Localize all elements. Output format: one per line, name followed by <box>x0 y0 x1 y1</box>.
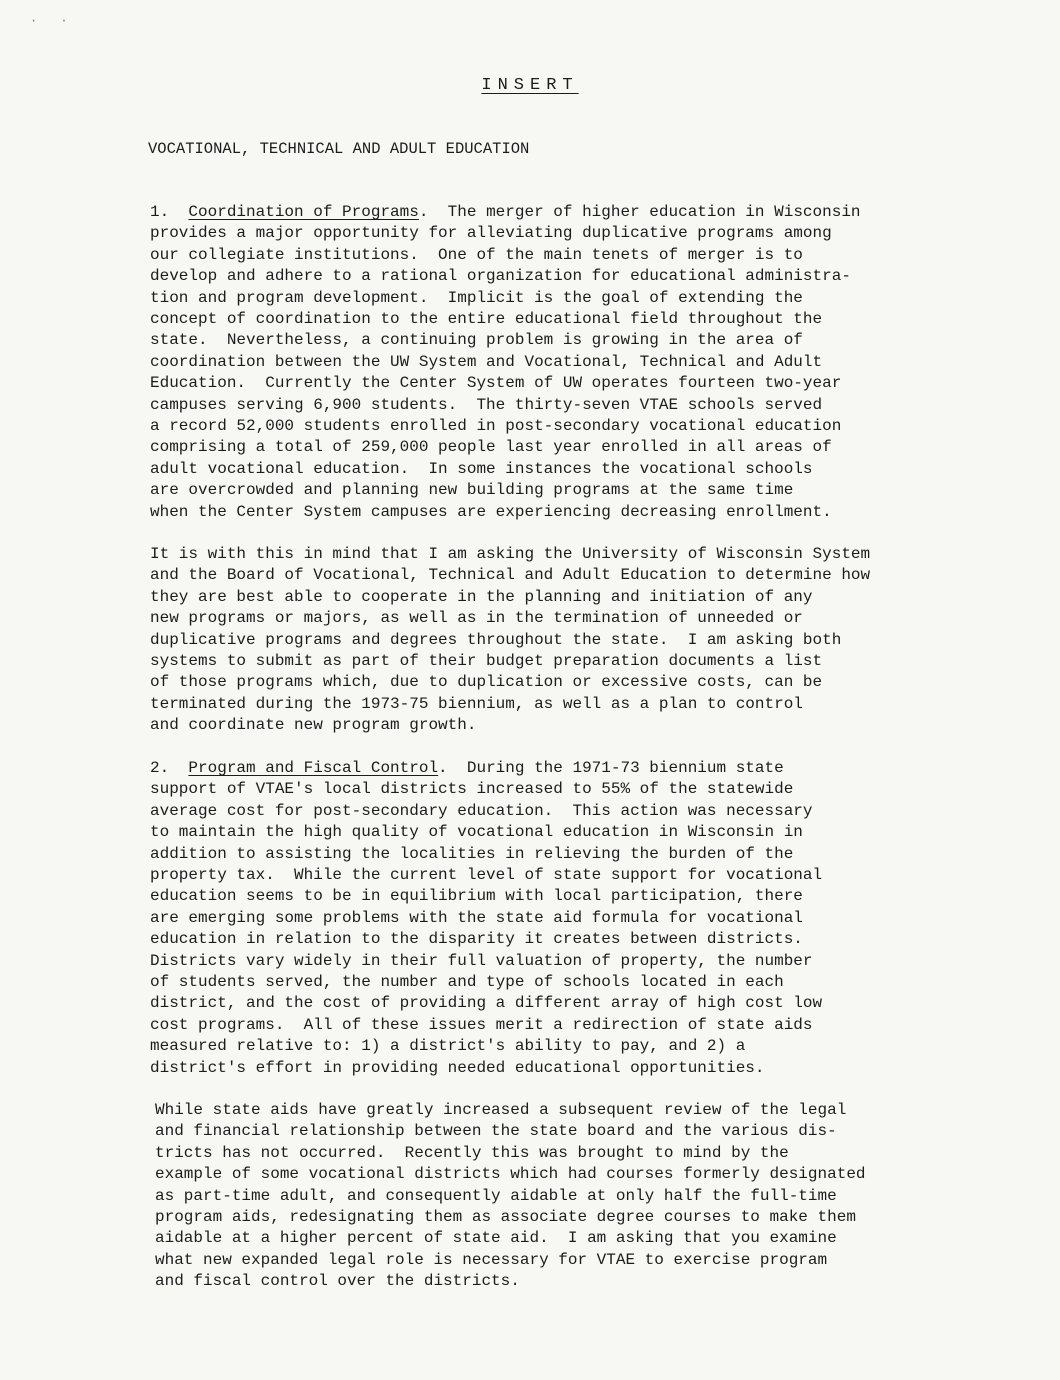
item-2-line-0: During the 1971-73 biennium state <box>466 759 784 777</box>
item-1-line: provides a major opportunity for alleviating duplicative programs among <box>150 224 832 243</box>
item-1-line: develop and adhere to a rational organization for educational administra- <box>150 267 851 286</box>
item-1-line: state. Nevertheless, a continuing problem is growing in the area of <box>150 331 803 350</box>
paragraph-4-line: and financial relationship between the state board and the various dis- <box>155 1122 837 1141</box>
item-2-line: Districts vary widely in their full valuation of property, the number <box>150 951 813 970</box>
paragraph-4 <box>155 1100 970 1293</box>
paragraph-4-line: program aids, redesignating them as associate degree courses to make them <box>155 1208 856 1227</box>
item-2-line: support of VTAE's local districts increased to 55% of the statewide <box>150 780 794 799</box>
item-2-line: property tax. While the current level of state support for vocational <box>150 866 823 885</box>
paragraph-4-line: example of some vocational districts which had courses formerly designated <box>155 1165 866 1184</box>
header-title: INSERT <box>481 76 579 95</box>
item-1-line: our collegiate institutions. One of the main tenets of merger is to <box>150 245 803 264</box>
paragraph-2-line: terminated during the 1973-75 biennium, as well as a plan to control <box>150 694 803 713</box>
item-1-line: are overcrowded and planning new building programs at the same time <box>150 481 794 500</box>
item-1-line: when the Center System campuses are experiencing decreasing enrollment. <box>150 502 832 521</box>
paragraph-4-line: and fiscal control over the districts. <box>155 1272 520 1291</box>
item-1-heading: Coordination of Programs <box>188 203 419 221</box>
item-2-line: district, and the cost of providing a different array of high cost low <box>150 994 823 1013</box>
paragraph-4-line: as part-time adult, and consequently aidable at only half the full-time <box>155 1186 837 1205</box>
item-1-line-0: The merger of higher education in Wisconsin <box>447 203 861 221</box>
item-2-line: education seems to be in equilibrium with local participation, there <box>150 887 803 906</box>
paragraph-2-line: duplicative programs and degrees throughout the state. I am asking both <box>150 630 842 649</box>
paragraph-2-line: and coordinate new program growth. <box>150 716 477 735</box>
item-2-first-line: 2. Program and Fiscal Control. During the 1971-73 biennium state <box>150 759 784 777</box>
section-title: VOCATIONAL, TECHNICAL AND ADULT EDUCATION <box>148 140 530 158</box>
item-1-number: 1. <box>150 203 170 221</box>
item-1-line: coordination between the UW System and Vocational, Technical and Adult <box>150 352 823 371</box>
item-2-line: measured relative to: 1) a district's ability to pay, and 2) a <box>150 1037 746 1056</box>
item-1-line: comprising a total of 259,000 people last year enrolled in all areas of <box>150 438 832 457</box>
paragraph-2-line: they are best able to cooperate in the planning and initiation of any <box>150 587 813 606</box>
item-1-line: a record 52,000 students enrolled in post-secondary vocational education <box>150 417 842 436</box>
item-1-line: Education. Currently the Center System of UW operates fourteen two-year <box>150 374 842 393</box>
scan-specks: · · <box>30 14 76 28</box>
paragraph-4-line: While state aids have greatly increased a subsequent review of the legal <box>155 1101 847 1119</box>
item-1-line: adult vocational education. In some instances the vocational schools <box>150 459 813 478</box>
document-header <box>0 76 1060 95</box>
item-2-line: cost programs. All of these issues merit a redirection of state aids <box>150 1015 813 1034</box>
paragraph-2 <box>150 544 965 737</box>
item-2-line: are emerging some problems with the state aid formula for vocational <box>150 908 803 927</box>
item-1-line: concept of coordination to the entire educational field throughout the <box>150 310 823 329</box>
paragraph-4-line: what new expanded legal role is necessary for VTAE to exercise program <box>155 1250 828 1269</box>
item-2-line: education in relation to the disparity it creates between districts. <box>150 930 803 949</box>
paragraph-4-line: tricts has not occurred. Recently this was brought to mind by the <box>155 1143 789 1162</box>
item-1-first-line: 1. Coordination of Programs. The merger of higher education in Wisconsin <box>150 203 861 221</box>
paragraph-2-line: It is with this in mind that I am asking the University of Wisconsin System <box>150 545 871 563</box>
paragraph-2-line: new programs or majors, as well as in the termination of unneeded or <box>150 609 803 628</box>
paragraph-2-line: of those programs which, due to duplication or excessive costs, can be <box>150 673 823 692</box>
item-2-line: to maintain the high quality of vocational education in Wisconsin in <box>150 823 803 842</box>
item-1-paragraph <box>150 202 965 523</box>
paragraph-2-line: systems to submit as part of their budget preparation documents a list <box>150 652 823 671</box>
item-2-line: of students served, the number and type of schools located in each <box>150 973 784 992</box>
item-2-heading: Program and Fiscal Control <box>188 759 439 777</box>
item-2-line: addition to assisting the localities in relieving the burden of the <box>150 844 794 863</box>
item-2-paragraph <box>150 758 965 1079</box>
item-2-number: 2. <box>150 759 170 777</box>
item-1-line: campuses serving 6,900 students. The thirty-seven VTAE schools served <box>150 395 823 414</box>
paragraph-4-line: aidable at a higher percent of state aid. I am asking that you examine <box>155 1229 837 1248</box>
item-1-line: tion and program development. Implicit is the goal of extending the <box>150 288 803 307</box>
paragraph-2-line: and the Board of Vocational, Technical and Adult Education to determine how <box>150 566 871 585</box>
item-2-line: average cost for post-secondary education. This action was necessary <box>150 801 813 820</box>
item-2-line: district's effort in providing needed educational opportunities. <box>150 1058 765 1077</box>
